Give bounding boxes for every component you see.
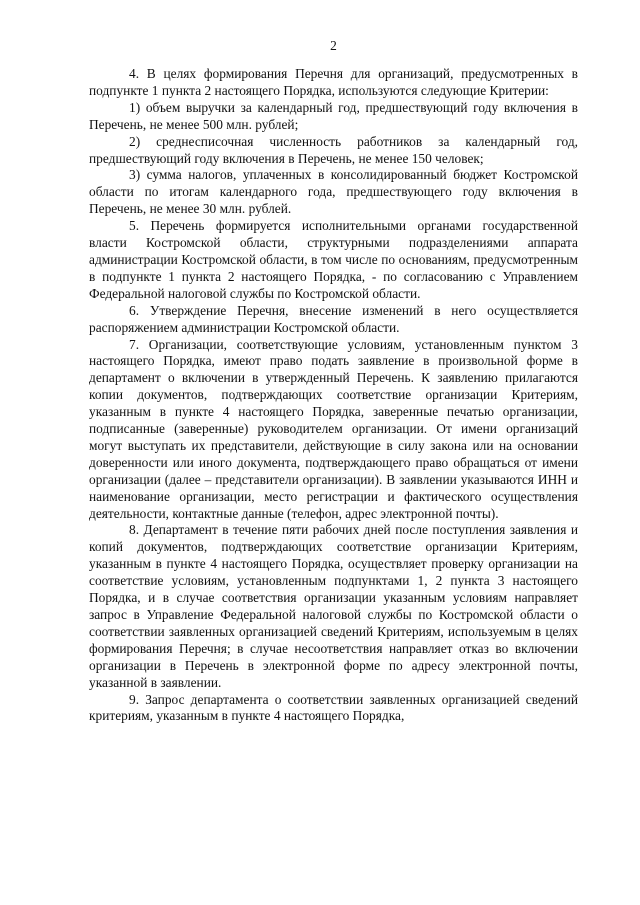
page-number: 2 bbox=[330, 38, 337, 53]
paragraph-criterion-revenue: 1) объем выручки за календарный год, предшествующий году включения в Перечень, не менее 500 млн. рублей; bbox=[89, 99, 578, 132]
paragraph-8-department-check: 8. Департамент в течение пяти рабочих дней после поступления заявления и копий документов, подтверждающих соответствие организации Критериям, указанным в пункте 4 настоящего Порядка, осуществляет проверку организации на соответствие условиям, установленным подпунктами 1, 2 пункта 3 настоящего Порядка, и в случае соответствия организации указанным условиям направляет запрос в Управление Федеральной налоговой службы по Костромской области о соответствии заявленных организацией сведений Критериям, используемым в целях формирования Перечня; в случае несоответствия направляет отказ во включении организации в Перечень в электронной форме по адресу электронной почты, указанной в заявлении. bbox=[89, 522, 578, 690]
paragraph-5-list-formation: 5. Перечень формируется исполнительными органами государственной власти Костромской области, структурными подразделениями аппарата администрации Костромской области, в том числе по основаниям, предусмотренным в подпункте 1 пункта 2 настоящего Порядка, - по согласованию с Управлением Федеральной налоговой службы по Костромской области. bbox=[89, 218, 578, 301]
paragraph-6-list-approval: 6. Утверждение Перечня, внесение изменений в него осуществляется распоряжением администрации Костромской области. bbox=[89, 302, 578, 335]
paragraph-criterion-taxes: 3) сумма налогов, уплаченных в консолидированный бюджет Костромской области по итогам календарного года, предшествующего году включения в Перечень, не менее 30 млн. рублей. bbox=[89, 167, 578, 217]
paragraph-7-application: 7. Организации, соответствующие условиям, установленным пунктом 3 настоящего Порядка, имеют право подать заявление в произвольной форме в департамент о включении в утвержденный Перечень. К заявлению прилагаются копии документов, подтверждающих соответствие организации Критериям, указанным в пункте 4 настоящего Порядка, заверенные печатью организации, подписанные (заверенные) руководителем организации. От имени организаций могут выступать их представители, действующие в силу закона или на основании доверенности или иного документа, подтверждающего право обращаться от имени организации (далее – представители организации). В заявлении указываются ИНН и наименование организации, место регистрации и фактического осуществления деятельности, контактные данные (телефон, адрес электронной почты). bbox=[89, 336, 578, 521]
paragraph-criterion-headcount: 2) среднесписочная численность работников за календарный год, предшествующий году включения в Перечень, не менее 150 человек; bbox=[89, 133, 578, 166]
paragraph-9-request: 9. Запрос департамента о соответствии заявленных организацией сведений критериям, указанным в пункте 4 настоящего Порядка, bbox=[89, 691, 578, 724]
paragraph-4-criteria-intro: 4. В целях формирования Перечня для организаций, предусмотренных в подпункте 1 пункта 2 настоящего Порядка, используются следующие Критерии: bbox=[89, 66, 578, 98]
